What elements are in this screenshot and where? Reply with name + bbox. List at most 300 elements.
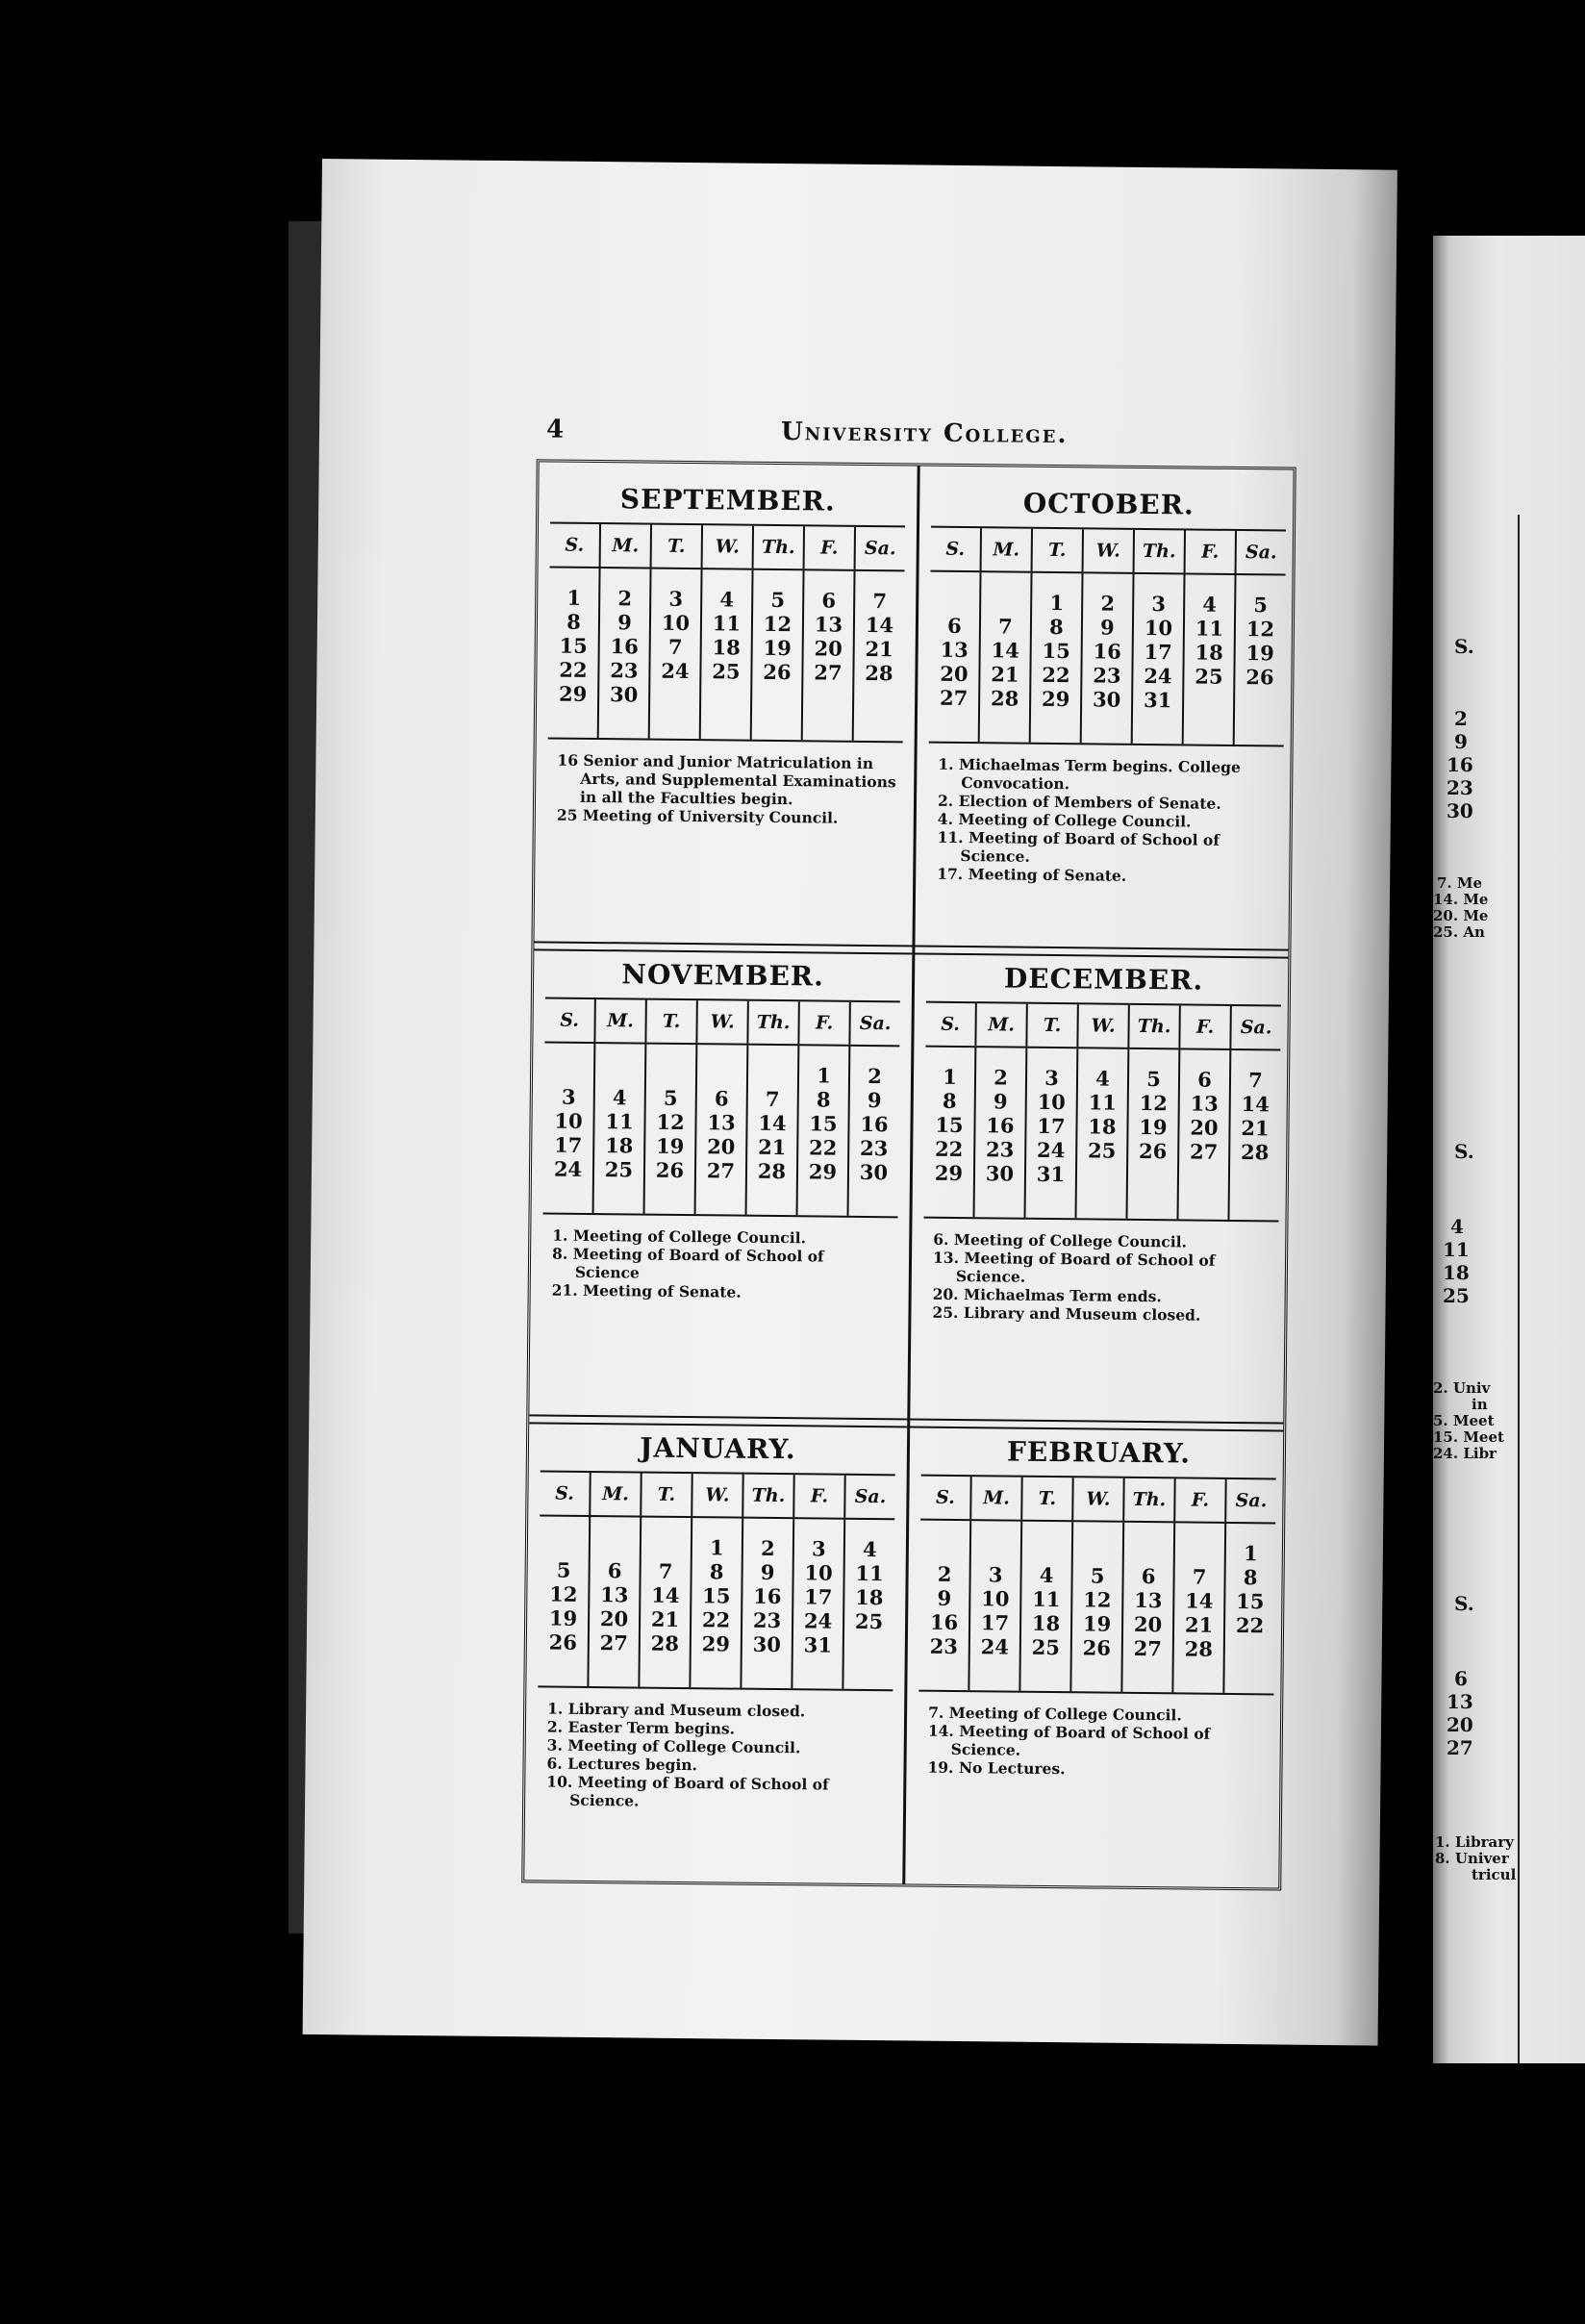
day-number: 23 (752, 1607, 782, 1633)
adjacent-fragment: 1. Library (1435, 1833, 1514, 1851)
note-day: 2. (546, 1717, 564, 1736)
day-number: 12 (1083, 1587, 1112, 1612)
weekday-header (544, 997, 899, 1047)
day-number: 2 (617, 586, 633, 611)
day-number: 11 (855, 1560, 884, 1586)
weekday-label: T. (1020, 1478, 1071, 1521)
adjacent-fragment: S. (1454, 1140, 1474, 1163)
month-october (916, 480, 1297, 887)
day-number: 1 (817, 1063, 831, 1088)
weekday-label: S. (565, 534, 585, 556)
day-number: 26 (1138, 1138, 1168, 1164)
note-text: Meeting of Board of School of Science. (569, 1772, 829, 1810)
day-number: 24 (1144, 663, 1172, 689)
day-column (548, 568, 599, 739)
adjacent-fragment: 5. Meet (1433, 1412, 1495, 1429)
day-number: 9 (867, 1087, 882, 1113)
adjacent-fragment: 16 (1447, 753, 1473, 776)
note-day: 25. (932, 1302, 959, 1322)
day-number: 27 (1189, 1139, 1219, 1164)
day-column (1177, 1049, 1230, 1220)
day-number: 5 (663, 1085, 678, 1110)
weekday-label: Sa. (854, 527, 905, 570)
month-notes (927, 1704, 1268, 1781)
note-text: Meeting of University Council. (582, 805, 839, 827)
day-number: 30 (985, 1161, 1015, 1186)
day-number: 19 (1139, 1114, 1168, 1140)
note-text: Library and Museum closed. (567, 1699, 806, 1721)
day-grid (538, 1516, 894, 1691)
note-text: Meeting of Board of School of Science. (950, 1722, 1211, 1759)
day-column (689, 1518, 742, 1688)
note-day: 1. (938, 754, 954, 773)
day-column (750, 570, 803, 741)
day-number: 25 (712, 659, 741, 684)
weekday-header (931, 526, 1286, 576)
weekday-label: T. (650, 525, 701, 568)
weekday-label: S. (941, 1013, 961, 1035)
day-number: 25 (604, 1157, 634, 1182)
day-column (1228, 1050, 1281, 1221)
day-column (791, 1519, 843, 1689)
month-title: SEPTEMBER. (619, 483, 836, 518)
day-number: 12 (1139, 1090, 1169, 1116)
weekday-label: F. (1184, 530, 1235, 573)
day-column (538, 1516, 589, 1686)
note-item (557, 751, 897, 810)
day-number: 17 (980, 1610, 1010, 1635)
day-number: 13 (707, 1110, 736, 1135)
adjacent-fragment: 6 (1454, 1667, 1468, 1690)
day-number: 22 (809, 1135, 838, 1160)
day-column (694, 1045, 747, 1215)
day-number: 2 (1100, 591, 1116, 616)
day-number: 7 (765, 1086, 780, 1112)
day-number: 30 (1092, 687, 1121, 712)
day-number: 15 (702, 1583, 731, 1608)
weekday-label: S. (560, 1009, 580, 1031)
calendar-page (303, 159, 1397, 2046)
adjacent-fragment: 4 (1450, 1215, 1464, 1238)
day-number: 27 (706, 1158, 736, 1183)
adjacent-fragment: 20. Me (1433, 907, 1489, 924)
day-number: 14 (651, 1582, 680, 1607)
day-number: 16 (986, 1113, 1015, 1138)
day-number: 3 (1044, 1065, 1059, 1091)
month-notes (557, 751, 897, 828)
note-item (546, 1773, 886, 1813)
day-number: 17 (1037, 1113, 1066, 1139)
month-title: DECEMBER. (1003, 962, 1204, 997)
day-number: 24 (803, 1608, 833, 1633)
day-number: 30 (859, 1159, 889, 1185)
day-number: 28 (757, 1158, 787, 1184)
day-number: 4 (1095, 1066, 1110, 1091)
day-column (973, 1048, 1026, 1218)
day-number: 17 (804, 1584, 833, 1609)
note-day: 19. (927, 1757, 954, 1777)
day-column (847, 1047, 900, 1217)
adjacent-fragment: 8. Univer (1435, 1850, 1509, 1867)
day-number: 23 (929, 1633, 959, 1659)
day-column (968, 1521, 1020, 1691)
day-number: 1 (709, 1535, 724, 1560)
note-text: Library and Museum closed. (963, 1303, 1201, 1325)
note-text: Michaelmas Term ends. (963, 1285, 1162, 1306)
day-number: 15 (935, 1112, 964, 1138)
note-item (937, 828, 1276, 869)
day-column (929, 572, 980, 743)
day-number: 18 (1195, 640, 1223, 665)
page-header (319, 413, 1395, 463)
day-number: 21 (650, 1606, 680, 1631)
day-number: 16 (753, 1583, 782, 1609)
weekday-label: S. (945, 538, 966, 561)
day-number: 29 (558, 681, 588, 706)
month-title: OCTOBER. (1022, 487, 1195, 521)
note-day: 14. (927, 1721, 954, 1740)
day-number: 26 (548, 1629, 578, 1655)
day-number: 20 (707, 1134, 736, 1159)
day-number: 2 (937, 1561, 952, 1586)
day-number: 25 (854, 1608, 884, 1634)
day-column (1120, 1523, 1173, 1693)
day-number: 15 (1236, 1589, 1265, 1614)
day-column (1024, 1048, 1077, 1219)
day-number: 27 (939, 685, 969, 711)
day-number: 4 (862, 1536, 877, 1562)
weekday-label: S. (936, 1486, 955, 1508)
weekday-label: W. (691, 1474, 742, 1517)
day-number: 26 (1245, 665, 1274, 690)
day-number: 18 (605, 1133, 634, 1158)
day-column (597, 568, 650, 739)
weekday-label: Th. (752, 526, 803, 569)
weekday-label: S. (555, 1482, 574, 1504)
day-column (842, 1520, 894, 1690)
note-item (938, 755, 1277, 796)
month-notes (932, 1230, 1272, 1326)
day-number: 20 (814, 636, 843, 661)
note-item (557, 806, 896, 828)
day-number: 2 (994, 1065, 1008, 1090)
day-number: 24 (980, 1634, 1010, 1659)
weekday-label: M. (589, 1473, 640, 1516)
day-number: 18 (855, 1584, 884, 1610)
day-number: 19 (548, 1605, 578, 1630)
note-text: Meeting of College Council. (567, 1735, 801, 1757)
day-number: 3 (988, 1562, 1003, 1587)
weekday-label: Sa. (848, 1002, 899, 1046)
day-number: 3 (811, 1536, 826, 1561)
day-number: 21 (1241, 1116, 1270, 1141)
month-title: JANUARY. (640, 1431, 796, 1466)
day-number: 3 (668, 586, 684, 611)
day-number: 1 (566, 585, 582, 610)
day-number: 25 (1031, 1634, 1061, 1660)
note-day: 7. (928, 1703, 944, 1722)
adjacent-fragment: 7. Me (1437, 874, 1483, 892)
adjacent-fragment: 24. Libr (1433, 1445, 1497, 1462)
day-column (1233, 575, 1286, 745)
day-number: 25 (1087, 1138, 1117, 1163)
note-day: 4. (937, 809, 954, 828)
day-grid (918, 1521, 1275, 1696)
adjacent-fragment: 13 (1447, 1690, 1473, 1713)
day-grid (923, 1048, 1280, 1223)
day-number: 12 (1245, 617, 1275, 642)
adjacent-fragment: S. (1454, 1592, 1474, 1615)
day-number: 25 (1195, 664, 1223, 689)
day-number: 28 (1184, 1636, 1214, 1661)
adjacent-fragment: 18 (1443, 1261, 1470, 1284)
day-number: 28 (865, 660, 893, 686)
day-number: 13 (940, 637, 969, 663)
day-number: 9 (760, 1559, 775, 1585)
month-december (911, 954, 1293, 1325)
day-number: 4 (1202, 592, 1218, 617)
note-text: Meeting of College Council. (948, 1703, 1182, 1725)
weekday-label: F. (797, 1001, 848, 1045)
weekday-label: Th. (1133, 530, 1184, 573)
note-text: Senior and Junior Matriculation in Arts, and Supplemental Examinations in all the Faculties begin. (579, 750, 896, 809)
note-day: 6. (546, 1754, 563, 1773)
day-number: 21 (991, 662, 1019, 687)
day-number: 23 (985, 1137, 1015, 1162)
day-number: 14 (758, 1110, 787, 1136)
day-number: 20 (1190, 1115, 1219, 1140)
day-number: 10 (804, 1560, 833, 1585)
weekday-label: M. (980, 528, 1031, 571)
weekday-header (925, 1001, 1280, 1051)
day-number: 12 (549, 1581, 578, 1606)
day-number: 29 (808, 1159, 838, 1184)
day-number: 22 (559, 657, 588, 682)
day-column (699, 569, 752, 740)
day-number: 6 (947, 613, 962, 638)
month-november (531, 950, 913, 1302)
day-number: 30 (752, 1631, 782, 1657)
adjacent-fragment: 2 (1454, 707, 1468, 730)
day-number: 16 (929, 1609, 959, 1635)
note-text: Election of Members of Senate. (958, 791, 1221, 813)
weekday-label: W. (1082, 529, 1133, 572)
day-number: 19 (1082, 1611, 1112, 1636)
day-number: 11 (605, 1109, 634, 1134)
day-number: 14 (1185, 1588, 1214, 1613)
weekday-header (550, 522, 905, 572)
day-number: 10 (981, 1586, 1010, 1611)
day-number: 20 (940, 661, 969, 687)
day-column (1075, 1048, 1128, 1219)
day-number: 9 (617, 610, 632, 635)
day-number: 8 (942, 1088, 957, 1113)
adjacent-fragment: 11 (1443, 1238, 1470, 1261)
day-grid (543, 1043, 900, 1218)
weekday-label: Sa. (1235, 531, 1286, 574)
day-number: 10 (661, 610, 691, 636)
day-number: 10 (554, 1108, 583, 1133)
page-number: 4 (545, 415, 565, 444)
day-number: 14 (1241, 1092, 1271, 1117)
day-number: 21 (758, 1134, 787, 1160)
day-number: 16 (610, 634, 639, 659)
day-number: 31 (803, 1632, 833, 1657)
note-text: Meeting of Board of School of Science. (960, 828, 1220, 866)
note-day: 25 (556, 805, 578, 824)
day-number: 10 (1144, 615, 1173, 641)
day-number: 30 (609, 682, 639, 707)
note-item (933, 1249, 1272, 1289)
note-day: 10. (546, 1772, 573, 1791)
day-number: 29 (934, 1160, 964, 1186)
day-number: 5 (1090, 1563, 1105, 1588)
day-column (1019, 1522, 1071, 1692)
day-number: 23 (860, 1135, 889, 1161)
day-column (638, 1518, 691, 1688)
day-number: 2 (868, 1063, 882, 1089)
running-title: University College. (780, 417, 1069, 450)
day-number: 17 (554, 1132, 583, 1157)
day-number: 11 (1088, 1090, 1118, 1115)
weekday-label: T. (640, 1474, 691, 1517)
note-item (927, 1758, 1267, 1781)
day-number: 11 (712, 611, 742, 636)
day-number: 31 (1143, 687, 1172, 713)
note-text: Meeting of Senate. (968, 865, 1127, 885)
note-day: 11. (937, 827, 964, 847)
day-number: 31 (1036, 1161, 1066, 1187)
day-number: 15 (809, 1111, 838, 1136)
day-number: 13 (600, 1582, 629, 1607)
day-column (643, 1045, 696, 1215)
note-day: 17. (937, 864, 964, 884)
day-number: 24 (661, 658, 690, 684)
day-number: 23 (610, 658, 639, 683)
adjacent-fragment: S. (1454, 635, 1474, 658)
day-number: 4 (1039, 1562, 1054, 1588)
day-number: 7 (872, 589, 888, 614)
adjacent-fragment: 30 (1447, 799, 1473, 822)
weekday-label: T. (1031, 529, 1082, 572)
note-item (552, 1281, 892, 1303)
month-title: FEBRUARY. (1006, 1435, 1192, 1470)
day-number: 15 (559, 633, 588, 658)
day-number: 12 (656, 1109, 685, 1134)
weekday-label: W. (695, 1000, 746, 1044)
adjacent-fragment: 25. An (1433, 923, 1485, 941)
day-column (1080, 573, 1133, 744)
weekday-label: Sa. (1224, 1479, 1275, 1523)
day-number: 2 (760, 1535, 775, 1561)
adjacent-fragment: 20 (1447, 1713, 1473, 1736)
note-day: 2. (937, 791, 954, 810)
day-number: 16 (860, 1111, 889, 1137)
day-number: 18 (1088, 1114, 1117, 1139)
day-column (1131, 574, 1184, 745)
day-number: 27 (599, 1630, 629, 1655)
weekday-label: F. (1173, 1478, 1224, 1522)
note-day: 16 (557, 750, 579, 770)
month-title: NOVEMBER. (621, 958, 825, 993)
day-column (918, 1521, 969, 1691)
day-number: 6 (821, 588, 837, 613)
day-number: 19 (763, 635, 792, 661)
day-column (1182, 574, 1235, 745)
day-number: 8 (816, 1087, 831, 1112)
note-item (932, 1303, 1271, 1326)
note-day: 8. (551, 1244, 568, 1263)
weekday-label: M. (599, 524, 650, 568)
day-number: 5 (556, 1557, 571, 1582)
day-column (801, 570, 854, 741)
day-number: 24 (553, 1156, 583, 1181)
day-number: 18 (712, 635, 741, 660)
month-notes (937, 755, 1277, 887)
day-number: 7 (1192, 1564, 1207, 1589)
weekday-label: F. (803, 526, 854, 569)
note-day: 20. (932, 1284, 959, 1303)
weekday-label: Th. (1127, 1005, 1178, 1048)
weekday-label: M. (974, 1003, 1025, 1047)
day-number: 26 (1082, 1635, 1112, 1660)
day-number: 20 (599, 1606, 629, 1631)
month-september (536, 475, 918, 827)
month-notes (552, 1226, 893, 1303)
calendar-frame (521, 459, 1296, 1890)
weekday-label: F. (792, 1475, 843, 1518)
day-column (1069, 1522, 1122, 1692)
day-column (796, 1046, 849, 1216)
day-number: 27 (1133, 1635, 1163, 1661)
day-number: 12 (763, 611, 792, 637)
note-day: 1. (552, 1225, 568, 1245)
day-number: 8 (1049, 614, 1064, 640)
note-text: Meeting of College Council. (958, 809, 1192, 831)
day-number: 8 (566, 609, 581, 634)
day-number: 9 (937, 1585, 952, 1610)
day-number: 22 (701, 1607, 731, 1632)
day-number: 28 (990, 686, 1019, 711)
day-number: 6 (607, 1558, 622, 1583)
day-number: 29 (701, 1631, 731, 1656)
day-number: 24 (1036, 1137, 1066, 1163)
day-number: 11 (1195, 616, 1224, 641)
note-item (552, 1245, 892, 1285)
day-number: 13 (1134, 1587, 1163, 1613)
weekday-label: Sa. (843, 1476, 894, 1519)
day-number: 11 (1032, 1586, 1061, 1612)
note-day: 3. (546, 1735, 564, 1755)
day-number: 17 (1144, 639, 1172, 665)
day-number: 18 (1031, 1610, 1061, 1636)
note-item (937, 865, 1276, 887)
day-number: 29 (1041, 686, 1070, 712)
adjacent-fragment: 27 (1447, 1736, 1473, 1759)
day-number: 28 (650, 1630, 680, 1655)
note-text: Meeting of College Council. (572, 1225, 807, 1248)
month-february (906, 1427, 1288, 1780)
day-number: 3 (1151, 592, 1167, 617)
day-number: 20 (1133, 1611, 1163, 1637)
day-number: 3 (561, 1084, 576, 1109)
day-column (648, 569, 701, 740)
weekday-label: T. (644, 1000, 695, 1044)
month-notes (546, 1700, 887, 1813)
adjacent-page (1433, 236, 1585, 2063)
day-number: 1 (943, 1064, 957, 1089)
adjacent-fragment: in (1472, 1396, 1488, 1413)
